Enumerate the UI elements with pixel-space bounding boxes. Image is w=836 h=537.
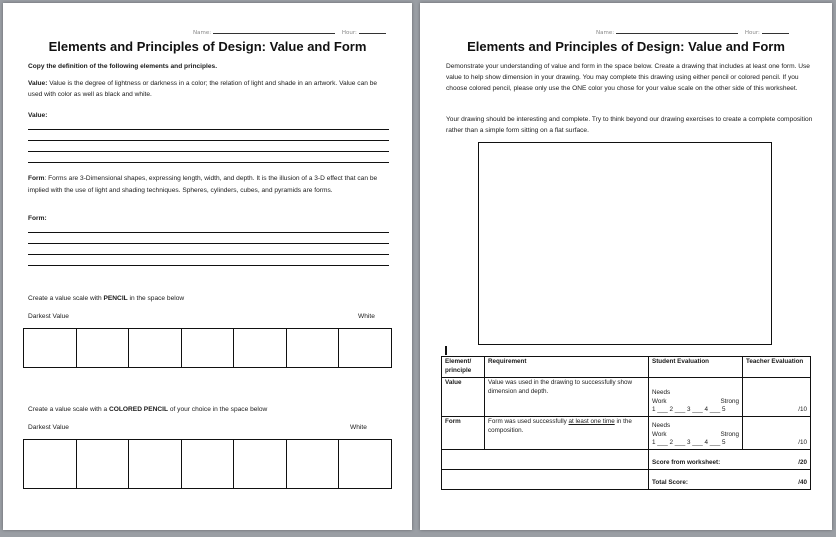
- name-blank[interactable]: [616, 29, 738, 34]
- name-label: Name:: [193, 30, 212, 36]
- rating-scale[interactable]: 1 ___ 2 ___ 3 ___ 4 ___ 5: [652, 439, 726, 447]
- value-definition-text: Value is the degree of lightness or darkness in a color; the relation of light and shade in an artwork. Value can be used with color as well as black and white.: [28, 80, 378, 98]
- name-blank[interactable]: [213, 29, 335, 34]
- requirement-text: [485, 417, 649, 450]
- scale-cell-2[interactable]: [77, 329, 130, 367]
- scale-cell-2[interactable]: [77, 440, 130, 488]
- scale-cell-5[interactable]: [234, 329, 287, 367]
- worksheet-score-cell[interactable]: [649, 450, 811, 470]
- total-score-label: Total Score:: [652, 479, 688, 487]
- prompt-emphasis: COLORED PENCIL: [109, 406, 168, 413]
- header-teacher-evaluation: Teacher Evaluation: [743, 357, 811, 378]
- value-term: Value:: [28, 80, 48, 87]
- form-answer-line-2[interactable]: [28, 243, 389, 244]
- strong-label: Strong: [720, 430, 739, 438]
- worksheet-page-back: [420, 3, 832, 530]
- worksheet-score-label: Score from worksheet:: [652, 459, 721, 467]
- prompt-text: Create a value scale with: [28, 295, 104, 302]
- worksheet-page-front: [3, 3, 412, 530]
- empty-cell: [442, 470, 649, 490]
- colored-scale-left-label: Darkest Value: [28, 424, 69, 431]
- scale-cell-6[interactable]: [287, 329, 340, 367]
- work-strong-row: [652, 431, 739, 440]
- prompt-text: of your choice in the space below: [167, 406, 268, 413]
- form-term: Form: [28, 175, 45, 182]
- text-cursor-icon: [445, 346, 447, 355]
- work-strong-row: [652, 398, 739, 407]
- pencil-scale-prompt: [28, 293, 184, 304]
- prompt-text: Create a value scale with a: [28, 406, 109, 413]
- rating-scale[interactable]: 1 ___ 2 ___ 3 ___ 4 ___ 5: [652, 406, 726, 414]
- value-answer-label: Value:: [28, 112, 48, 119]
- value-answer-line-3[interactable]: [28, 151, 389, 152]
- requirement-text: [485, 378, 649, 417]
- header-requirement: Requirement: [485, 357, 649, 378]
- scale-cell-6[interactable]: [287, 440, 340, 488]
- name-hour-line: [596, 29, 789, 36]
- colored-value-scale: [23, 439, 392, 489]
- rubric-row-value: [442, 378, 811, 417]
- element-name: Form: [442, 417, 485, 450]
- scale-cell-4[interactable]: [182, 440, 235, 488]
- rubric-row-worksheet-score: [442, 450, 811, 470]
- rubric-table: [441, 356, 811, 490]
- scale-cell-5[interactable]: [234, 440, 287, 488]
- value-answer-line-1[interactable]: [28, 129, 389, 130]
- scale-cell-1[interactable]: [24, 329, 77, 367]
- form-answer-label: Form:: [28, 215, 47, 222]
- rubric-row-total-score: [442, 470, 811, 490]
- strong-label: Strong: [720, 397, 739, 405]
- drawing-guidance: Your drawing should be interesting and complete. Try to think beyond our drawing exercises to create a complete composition rather than a simple form sitting on a flat surface.: [446, 116, 813, 134]
- form-definition-text: : Forms are 3-Dimensional shapes, expressing length, width, and depth. It is the illusion of a 3-D effect that can be implied with the use of light and shading techniques. Spheres, cylinders, cubes, and pyramids are forms.: [28, 175, 378, 194]
- value-answer-line-2[interactable]: [28, 140, 389, 141]
- hour-blank[interactable]: [359, 29, 386, 34]
- page-title: Elements and Principles of Design: Value and Form: [48, 39, 367, 54]
- header-element: Element/ principle: [442, 357, 485, 378]
- scale-cell-3[interactable]: [129, 329, 182, 367]
- prompt-emphasis: PENCIL: [103, 295, 128, 302]
- pencil-scale-left-label: Darkest Value: [28, 313, 69, 320]
- needs-label: Needs: [652, 422, 671, 430]
- name-hour-line: [193, 29, 386, 36]
- requirement-body: in the composition.: [488, 418, 632, 434]
- total-score-points: /40: [798, 479, 807, 487]
- scale-cell-7[interactable]: [339, 440, 391, 488]
- pencil-scale-right-label: White: [358, 313, 375, 320]
- form-definition: [28, 173, 393, 197]
- hour-blank[interactable]: [762, 29, 789, 34]
- prompt-text: in the space below: [127, 295, 185, 302]
- work-label: Work: [652, 397, 667, 405]
- colored-scale-prompt: [28, 404, 267, 415]
- total-score-row: [652, 479, 807, 488]
- student-evaluation-cell[interactable]: [649, 417, 743, 450]
- value-definition: [28, 78, 393, 100]
- work-label: Work: [652, 430, 667, 438]
- needs-label: Needs: [652, 389, 671, 397]
- name-label: Name:: [596, 30, 615, 36]
- colored-scale-right-label: White: [350, 424, 367, 431]
- drawing-instructions: Demonstrate your understanding of value and form in the space below. Create a drawing that includes at least one form. Use value to help show dimension in your drawing. You may complete this drawing using either pencil or colored pencil. If you choose colored pencil, please only use the ONE color you chose for your value scale on the other side of this worksheet.: [446, 63, 810, 92]
- scale-cell-3[interactable]: [129, 440, 182, 488]
- requirement-body: Value was used in the drawing to successfully show dimension and depth.: [488, 379, 633, 395]
- requirement-emphasis: at least one time: [568, 418, 615, 425]
- hour-label: Hour:: [341, 30, 357, 36]
- element-name: Value: [442, 378, 485, 417]
- page-title: Elements and Principles of Design: Value and Form: [467, 39, 785, 54]
- form-answer-line-1[interactable]: [28, 232, 389, 233]
- teacher-points[interactable]: /10: [743, 378, 811, 417]
- rubric-row-form: [442, 417, 811, 450]
- total-score-cell[interactable]: [649, 470, 811, 490]
- student-evaluation-cell[interactable]: [649, 378, 743, 417]
- requirement-body: Form was used successfully: [488, 418, 569, 425]
- value-answer-line-4[interactable]: [28, 162, 389, 163]
- worksheet-score-row: [652, 459, 807, 468]
- header-student-evaluation: Student Evaluation: [649, 357, 743, 378]
- scale-cell-7[interactable]: [339, 329, 391, 367]
- form-answer-line-4[interactable]: [28, 265, 389, 266]
- drawing-area[interactable]: [478, 142, 772, 345]
- rubric-header-row: [442, 357, 811, 378]
- instructions: Copy the definition of the following elements and principles.: [28, 63, 218, 70]
- scale-cell-1[interactable]: [24, 440, 77, 488]
- empty-cell: [442, 450, 649, 470]
- form-answer-line-3[interactable]: [28, 254, 389, 255]
- scale-cell-4[interactable]: [182, 329, 235, 367]
- pencil-value-scale: [23, 328, 392, 368]
- worksheet-score-points: /20: [798, 459, 807, 467]
- teacher-points[interactable]: /10: [743, 417, 811, 450]
- hour-label: Hour:: [744, 30, 760, 36]
